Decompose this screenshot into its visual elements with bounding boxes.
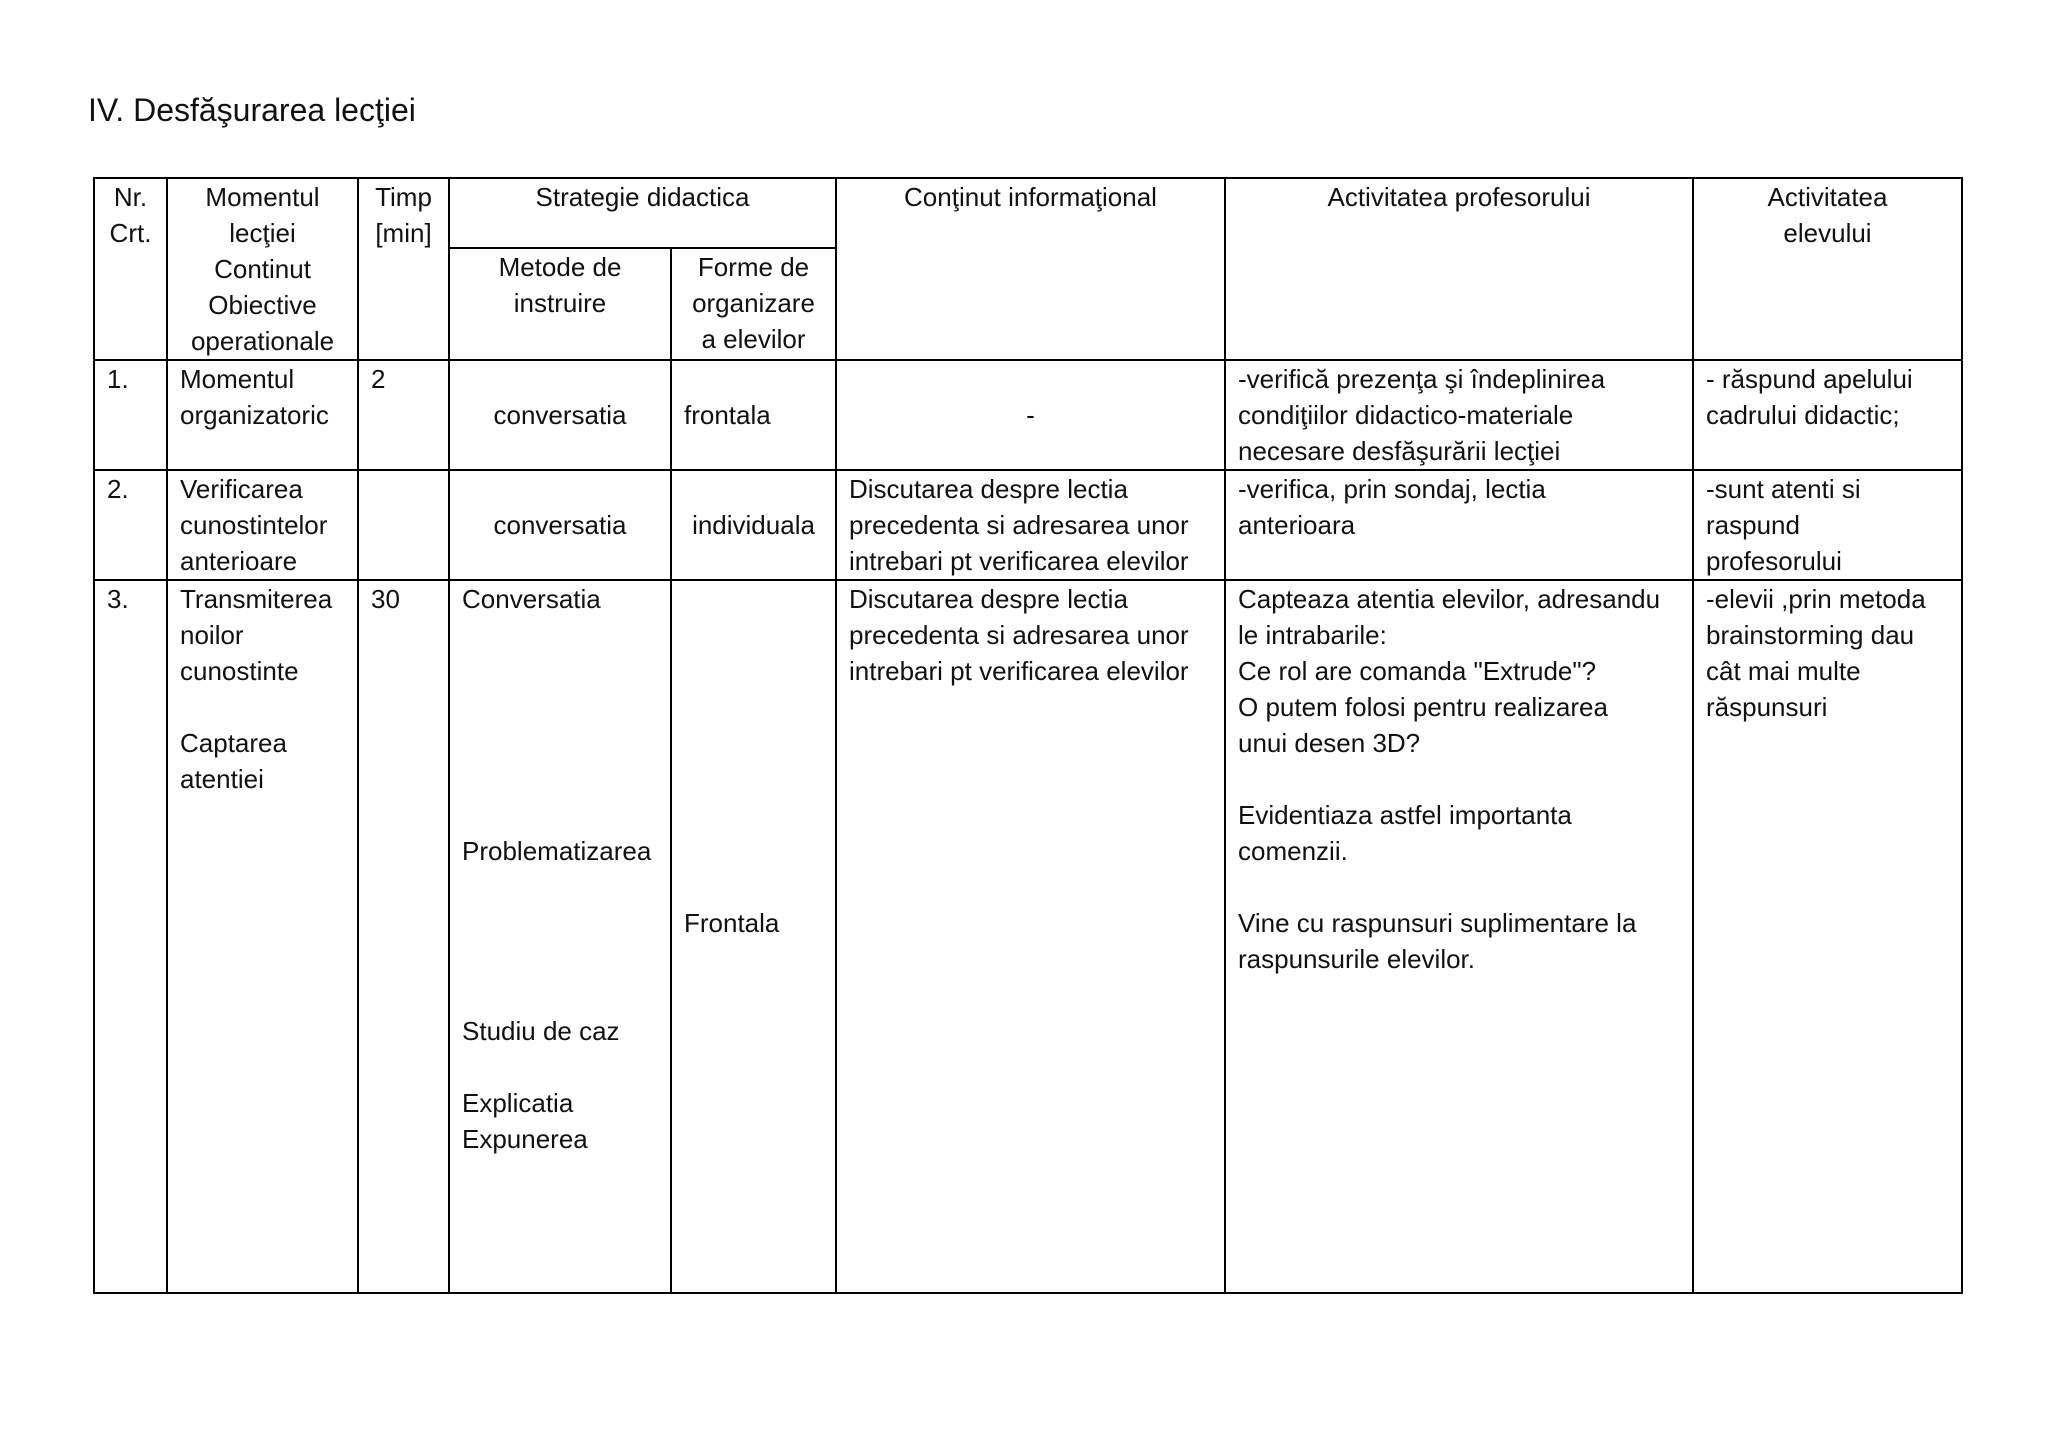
cell-metode — [449, 580, 671, 1293]
cell-elev: - răspund apelului cadrului didactic; — [1693, 360, 1962, 470]
cell-metode: conversatia — [449, 470, 671, 580]
cell-nr: 1. — [94, 360, 167, 470]
moment-captare: Captarea atentiei — [180, 728, 287, 794]
forme-frontala: Frontala — [684, 908, 780, 938]
cell-timp: 2 — [358, 360, 449, 470]
cell-nr: 2. — [94, 470, 167, 580]
cell-continut: - — [836, 360, 1225, 470]
cell-moment: Momentul organizatoric — [167, 360, 358, 470]
cell-metode: conversatia — [449, 360, 671, 470]
header-prof: Activitatea profesorului — [1225, 178, 1693, 360]
header-nr: Nr. Crt. — [94, 178, 167, 360]
lesson-plan-table — [93, 177, 1963, 1294]
header-strategie: Strategie didactica — [449, 178, 836, 248]
page-title: IV. Desfăşurarea lecţiei — [88, 92, 416, 128]
cell-prof — [1225, 580, 1693, 1293]
cell-forme: individuala — [671, 470, 836, 580]
table-row — [94, 360, 1962, 470]
prof-evidentiaza: Evidentiaza astfel importanta comenzii. — [1238, 800, 1572, 866]
table-row — [94, 470, 1962, 580]
cell-prof: -verifică prezenţa şi îndeplinirea condiţiilor didactico-materiale necesare desfăşurării lecţiei — [1225, 360, 1693, 470]
cell-timp — [358, 470, 449, 580]
cell-nr: 3. — [94, 580, 167, 1293]
cell-prof: -verifica, prin sondaj, lectia anterioara — [1225, 470, 1693, 580]
cell-continut — [836, 580, 1225, 1293]
cell-elev: -elevii ,prin metoda brainstorming dau cât mai multe răspunsuri — [1693, 580, 1962, 1293]
cell-forme — [671, 580, 836, 1293]
cell-forme: frontala — [671, 360, 836, 470]
continut-text: Discutarea despre lectia precedenta si adresarea unor intrebari pt verificarea elevilor — [849, 584, 1189, 686]
header-metode: Metode de instruire — [449, 248, 671, 360]
table-row — [94, 580, 1962, 1293]
method-explicatia: Explicatia Expunerea — [462, 1088, 588, 1154]
prof-raspunsuri: Vine cu raspunsuri suplimentare la raspunsurile elevilor. — [1238, 908, 1637, 974]
cell-timp: 30 — [358, 580, 449, 1293]
header-row — [94, 178, 1962, 248]
header-elev: Activitatea elevului — [1693, 178, 1962, 360]
header-forme: Forme de organizare a elevilor — [671, 248, 836, 360]
cell-elev: -sunt atenti si raspund profesorului — [1693, 470, 1962, 580]
cell-moment — [167, 580, 358, 1293]
cell-continut: Discutarea despre lectia precedenta si adresarea unor intrebari pt verificarea elevilor — [836, 470, 1225, 580]
header-continut: Conţinut informaţional — [836, 178, 1225, 360]
header-timp: Timp [min] — [358, 178, 449, 360]
method-studiu-de-caz: Studiu de caz — [462, 1016, 620, 1046]
cell-moment: Verificarea cunostintelor anterioare — [167, 470, 358, 580]
method-conversatia: Conversatia — [462, 584, 601, 614]
header-moment: Momentul lecţiei Continut Obiective operationale — [167, 178, 358, 360]
method-problematizarea: Problematizarea — [462, 836, 652, 866]
prof-capteaza: Capteaza atentia elevilor, adresandu le intrabarile: Ce rol are comanda "Extrude"? O putem folosi pentru realizarea unui desen 3D? — [1238, 584, 1661, 758]
moment-transmitere: Transmiterea noilor cunostinte — [180, 584, 333, 686]
